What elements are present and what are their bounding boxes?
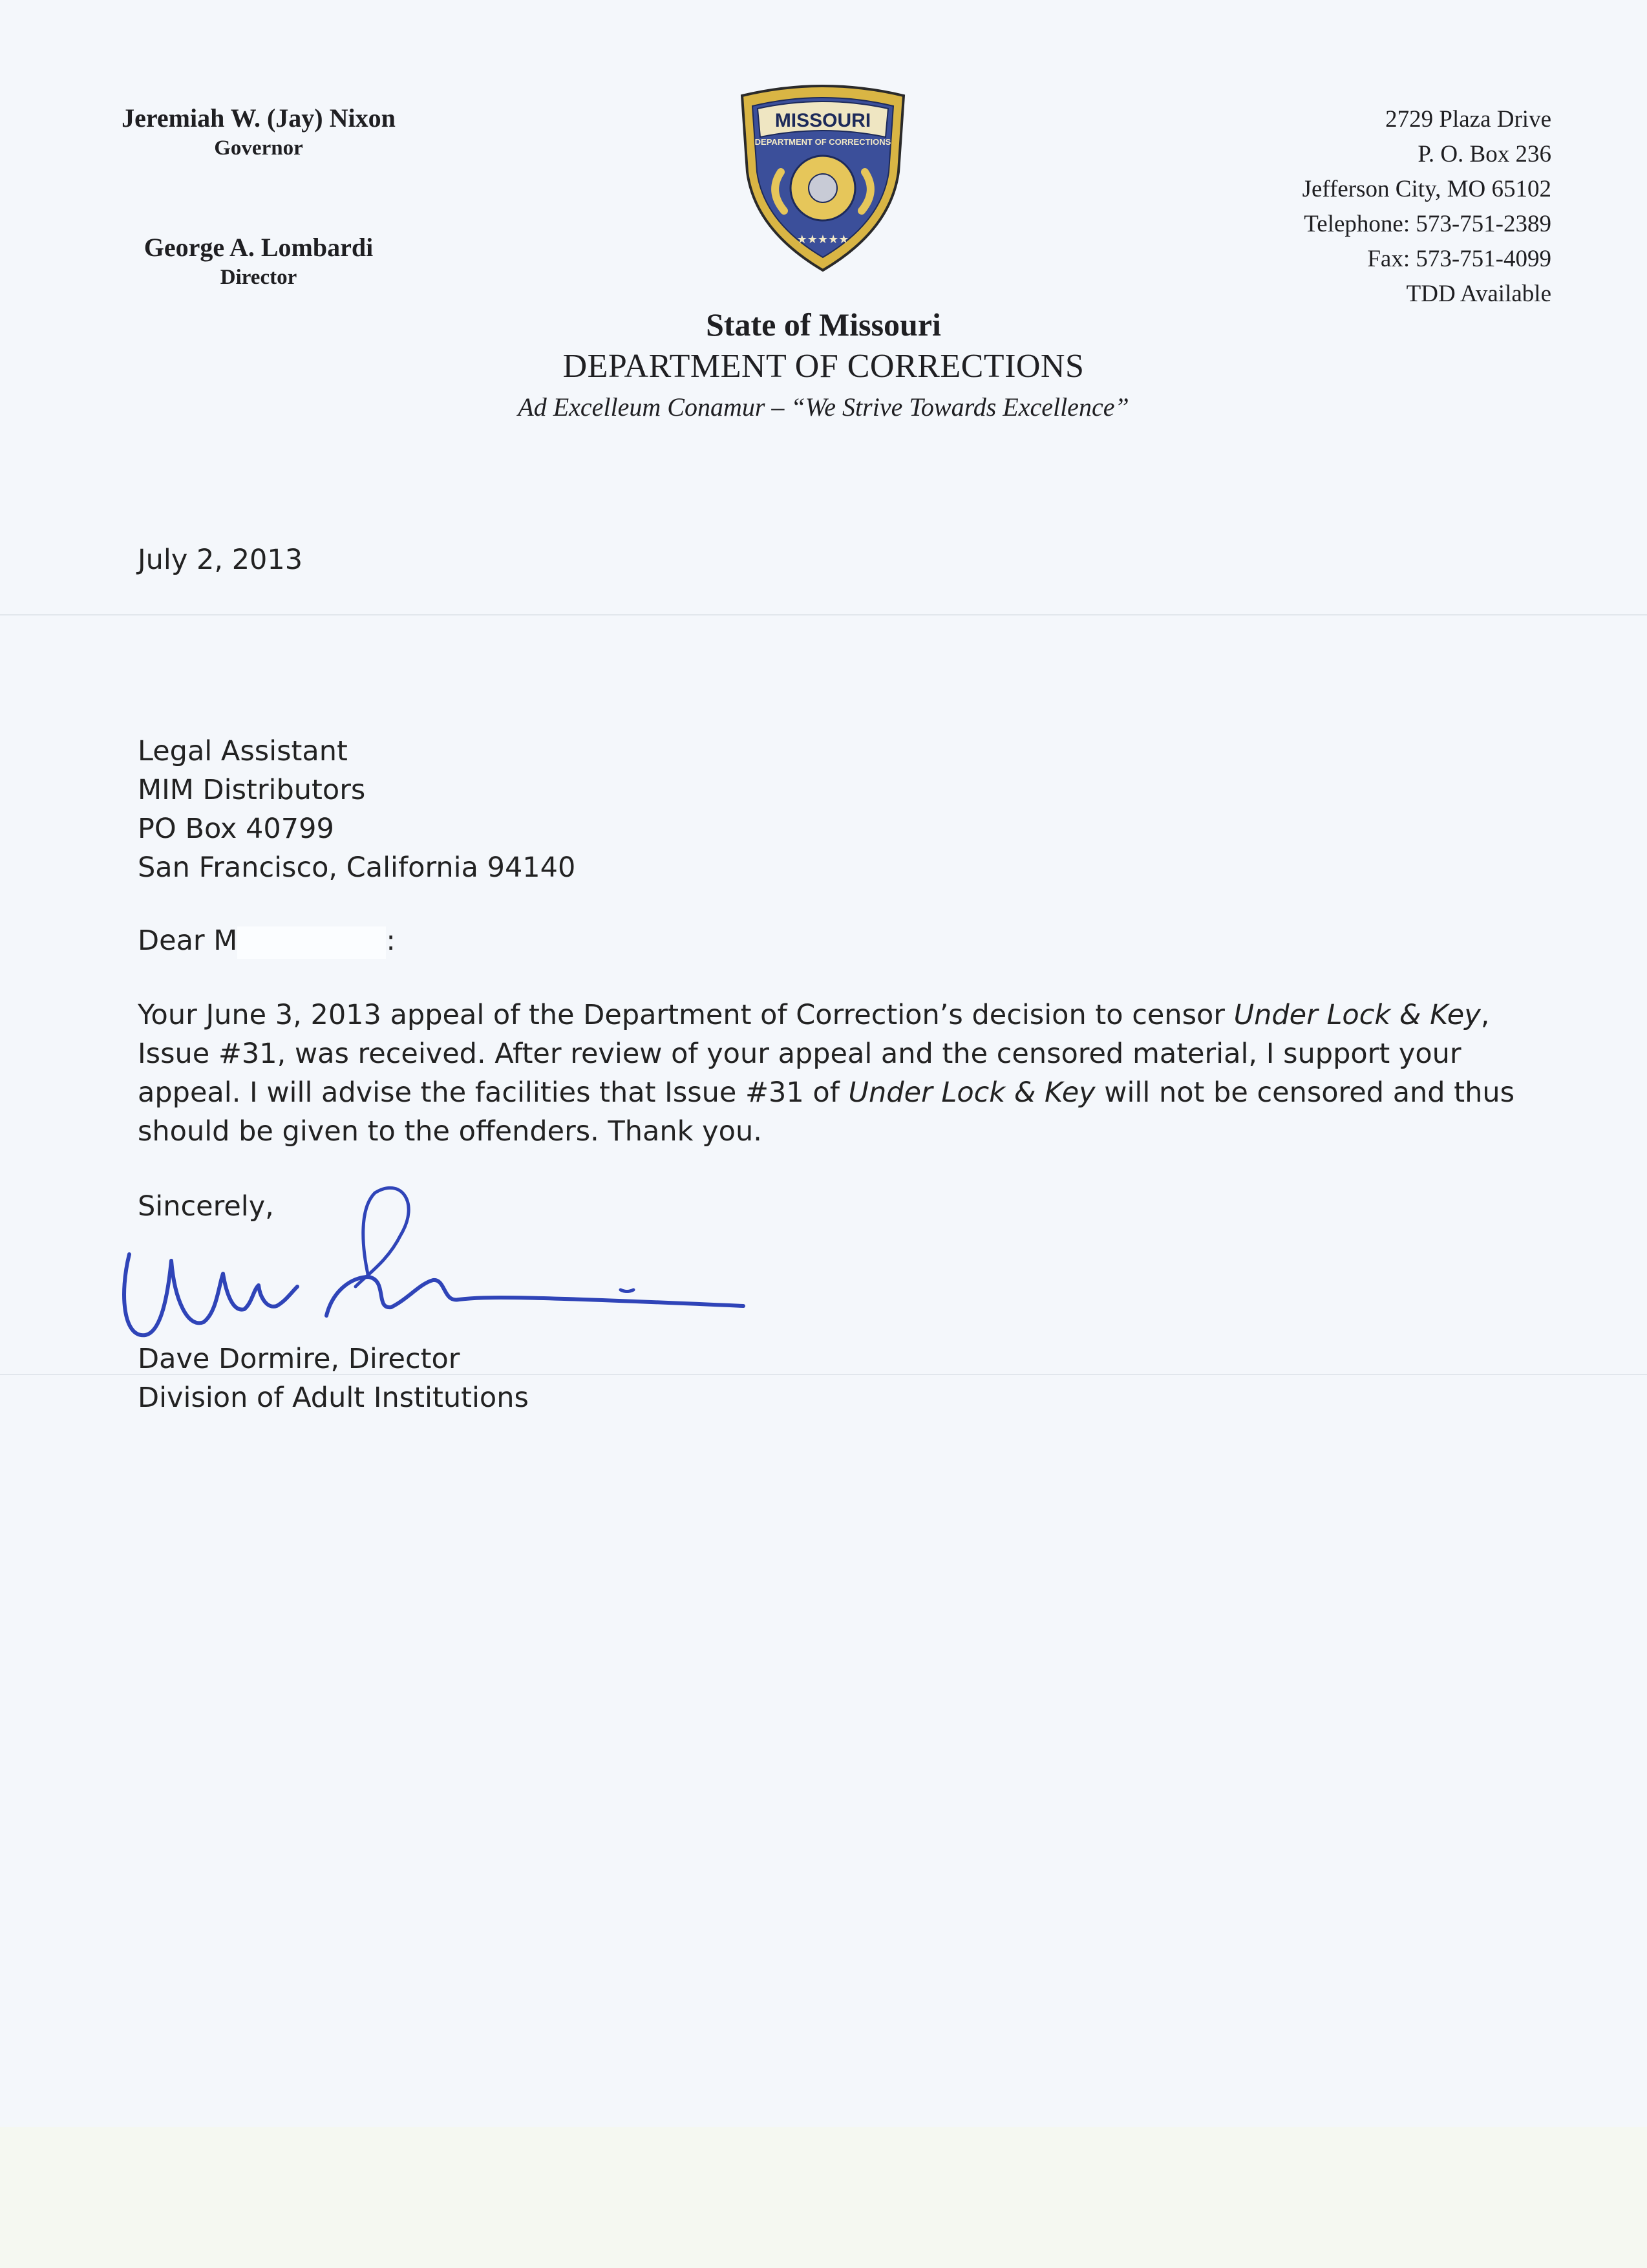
director-title: Director (220, 266, 297, 289)
salutation-start: Dear M (138, 925, 238, 957)
body-text-3: will not be censored and thus should be given to the offenders. Thank you. (138, 1076, 1515, 1148)
address-telephone: Telephone: 573-751-2389 (1304, 211, 1551, 237)
recipient-line: Legal Assistant (138, 735, 348, 767)
department-seal-logo (729, 81, 917, 275)
signer-name: Dave Dormire, Director (138, 1343, 460, 1375)
page-bottom-edge (0, 2127, 1647, 2268)
address-fax: Fax: 573-751-4099 (1367, 246, 1551, 272)
recipient-line: San Francisco, California 94140 (138, 851, 576, 884)
signer-division: Division of Adult Institutions (138, 1382, 529, 1414)
svg-text:★★★★★: ★★★★★ (796, 233, 849, 246)
salutation-end: : (386, 925, 396, 957)
department-address (1202, 102, 1551, 312)
letter-date: July 2, 2013 (138, 544, 303, 576)
governor-name: Jeremiah W. (Jay) Nixon (122, 103, 396, 133)
letter-body (138, 996, 1527, 1151)
body-text-2: , Issue #31, was received. After review of your appeal and the censored material, I support your appeal. I will advise the facilities that Issue #31 of (138, 999, 1490, 1109)
governor-title: Governor (214, 136, 303, 160)
publication-title: Under Lock & Key (848, 1076, 1096, 1109)
redaction-block (237, 926, 386, 959)
address-street: 2729 Plaza Drive (1385, 106, 1551, 133)
department-motto: Ad Excelleum Conamur – “We Strive Towards Excellence” (518, 392, 1129, 422)
closing: Sincerely, (138, 1190, 274, 1223)
letterhead-title (323, 304, 1324, 425)
publication-title: Under Lock & Key (1233, 999, 1481, 1031)
salutation (138, 921, 396, 960)
address-po-box: P. O. Box 236 (1418, 141, 1551, 167)
address-tdd: TDD Available (1406, 281, 1551, 307)
seal-top-text: MISSOURI (774, 110, 871, 131)
seal-ring-text: DEPARTMENT OF CORRECTIONS (754, 137, 891, 147)
recipient-address (138, 732, 575, 887)
seal-graphic (729, 81, 917, 275)
signature-block (138, 1340, 529, 1417)
recipient-line: PO Box 40799 (138, 813, 334, 845)
body-text-1: Your June 3, 2013 appeal of the Department of Correction’s decision to censor (138, 999, 1234, 1031)
recipient-line: MIM Distributors (138, 774, 366, 806)
address-city: Jefferson City, MO 65102 (1302, 176, 1551, 202)
director-name: George A. Lombardi (143, 233, 374, 262)
state-name: State of Missouri (706, 306, 941, 343)
fold-line-upper (0, 614, 1647, 615)
governor-block (90, 102, 427, 162)
director-block (90, 231, 427, 291)
handwritten-signature (97, 1164, 756, 1358)
department-name: DEPARTMENT OF CORRECTIONS (562, 348, 1085, 385)
